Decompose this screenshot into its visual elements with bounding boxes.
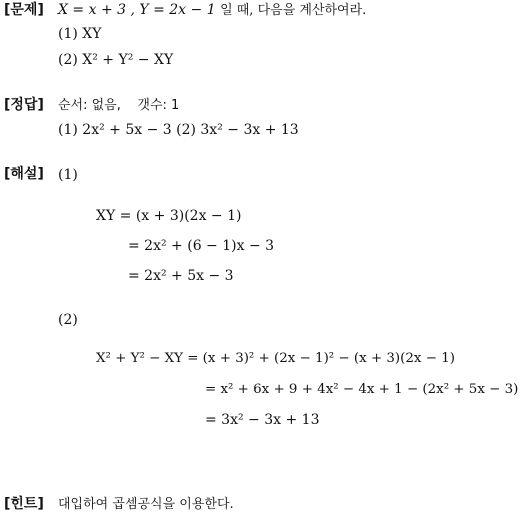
solution-part1-line-2: = 2x² + (6 − 1)x − 3 bbox=[128, 238, 275, 254]
solution-label: [해설] bbox=[4, 166, 44, 182]
problem-item-1: (1) XY bbox=[58, 26, 102, 42]
solution-part1-line-3: = 2x² + 5x − 3 bbox=[128, 268, 234, 284]
hint-text: 대입하여 곱셈공식을 이용한다. bbox=[58, 497, 234, 512]
solution-part2-line-2: = x² + 6x + 9 + 4x² − 4x + 1 − (2x² + 5x − 3) bbox=[205, 382, 519, 397]
problem-equation: X = x + 3 , Y = 2x − 1 bbox=[58, 2, 216, 18]
hint-label: [힌트] bbox=[4, 496, 44, 512]
problem-label: [문제] bbox=[4, 2, 44, 18]
answer-line: (1) 2x² + 5x − 3 (2) 3x² − 3x + 13 bbox=[58, 122, 299, 138]
problem-item-2: (2) X² + Y² − XY bbox=[58, 52, 174, 68]
solution-part1-label: (1) bbox=[58, 167, 78, 183]
answer-meta bbox=[58, 97, 179, 115]
solution-part2-label: (2) bbox=[58, 312, 78, 328]
solution-part1-line-1: XY = (x + 3)(2x − 1) bbox=[96, 208, 242, 224]
problem-statement bbox=[58, 1, 366, 20]
answer-label: [정답] bbox=[4, 97, 44, 113]
answer-count: 갯수: 1 bbox=[137, 98, 180, 113]
solution-part2-line-1: X² + Y² − XY = (x + 3)² + (2x − 1)² − (x + 3)(2x − 1) bbox=[96, 351, 455, 366]
problem-instruction: 일 때, 다음을 계산하여라. bbox=[220, 3, 367, 18]
answer-order: 순서: 없음, bbox=[58, 98, 121, 113]
solution-part2-line-3: = 3x² − 3x + 13 bbox=[205, 412, 320, 428]
